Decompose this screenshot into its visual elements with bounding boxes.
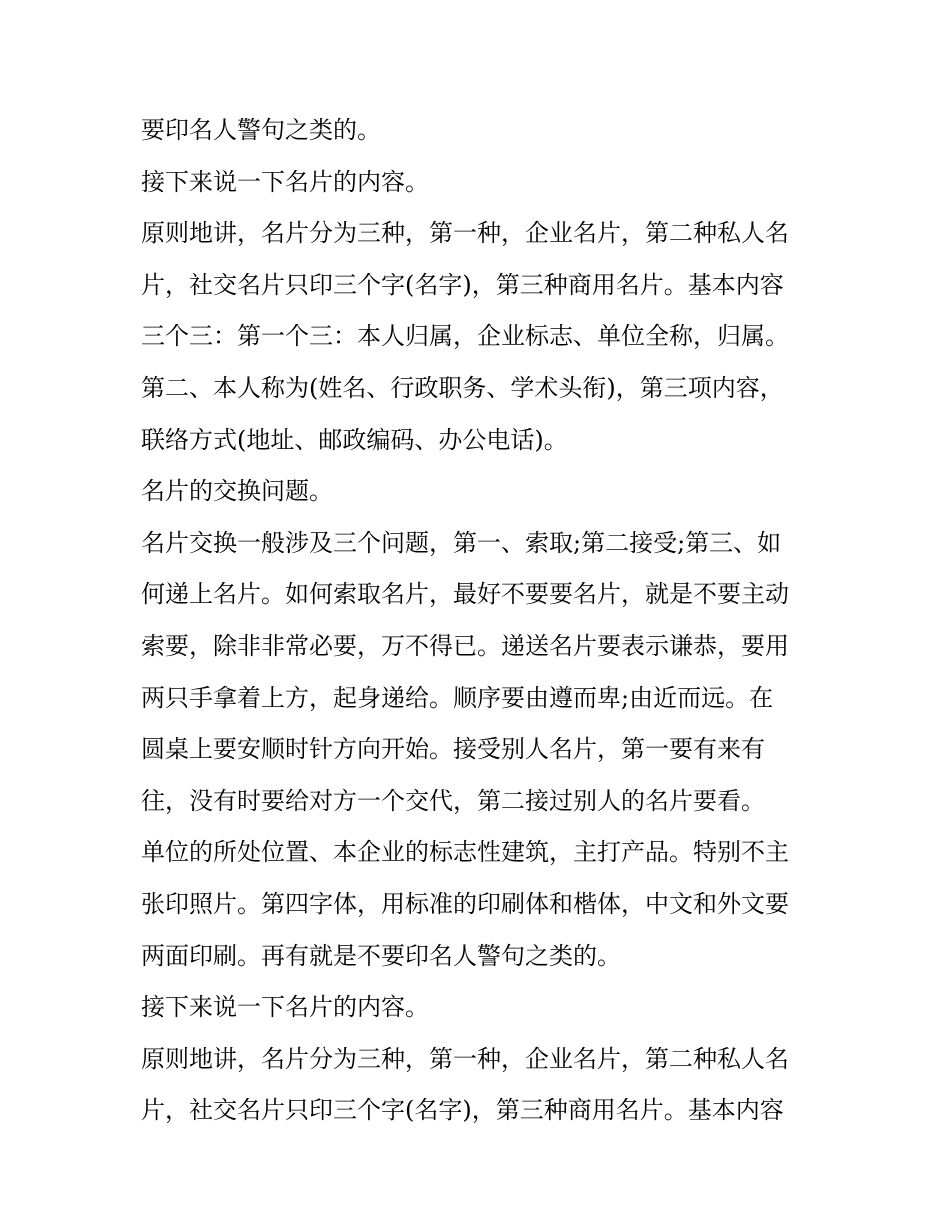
text-line: 联络方式(地址、邮政编码、办公电话)。 xyxy=(141,425,568,454)
text-line: 接下来说一下名片的内容。 xyxy=(141,167,429,196)
text-line: 要印名人警句之类的。 xyxy=(141,116,381,144)
text-line: 圆桌上要安顺时针方向开始。接受别人名片，第一要有来有 xyxy=(141,735,765,764)
text-line: 原则地讲，名片分为三种，第一种，企业名片，第二种私人名 xyxy=(141,1044,789,1073)
text-line: 名片的交换问题。 xyxy=(141,477,333,506)
text-line: 第二、本人称为(姓名、行政职务、学术头衔)，第三项内容， xyxy=(141,373,784,402)
text-line: 两面印刷。再有就是不要印名人警句之类的。 xyxy=(141,941,621,970)
text-line: 往，没有时要给对方一个交代，第二接过别人的名片要看。 xyxy=(141,786,765,815)
text-line: 何递上名片。如何索取名片，最好不要要名片，就是不要主动 xyxy=(141,580,789,609)
text-line: 片，社交名片只印三个字(名字)，第三种商用名片。基本内容 xyxy=(141,270,784,299)
text-line: 原则地讲，名片分为三种，第一种，企业名片，第二种私人名 xyxy=(141,219,789,248)
text-line: 单位的所处位置、本企业的标志性建筑，主打产品。特别不主 xyxy=(141,838,789,867)
text-line: 张印照片。第四字体，用标准的印刷体和楷体，中文和外文要 xyxy=(141,889,789,918)
text-line: 接下来说一下名片的内容。 xyxy=(141,993,429,1022)
text-line: 名片交换一般涉及三个问题，第一、索取;第二接受;第三、如 xyxy=(141,528,782,557)
text-line: 两只手拿着上方，起身递给。顺序要由遵而卑;由近而远。在 xyxy=(141,683,774,712)
text-line: 片，社交名片只印三个字(名字)，第三种商用名片。基本内容 xyxy=(141,1096,784,1125)
text-line: 索要，除非非常必要，万不得已。递送名片要表示谦恭，要用 xyxy=(141,631,789,660)
document-body xyxy=(141,110,831,1142)
text-line: 三个三：第一个三：本人归属，企业标志、单位全称，归属。 xyxy=(141,322,789,351)
